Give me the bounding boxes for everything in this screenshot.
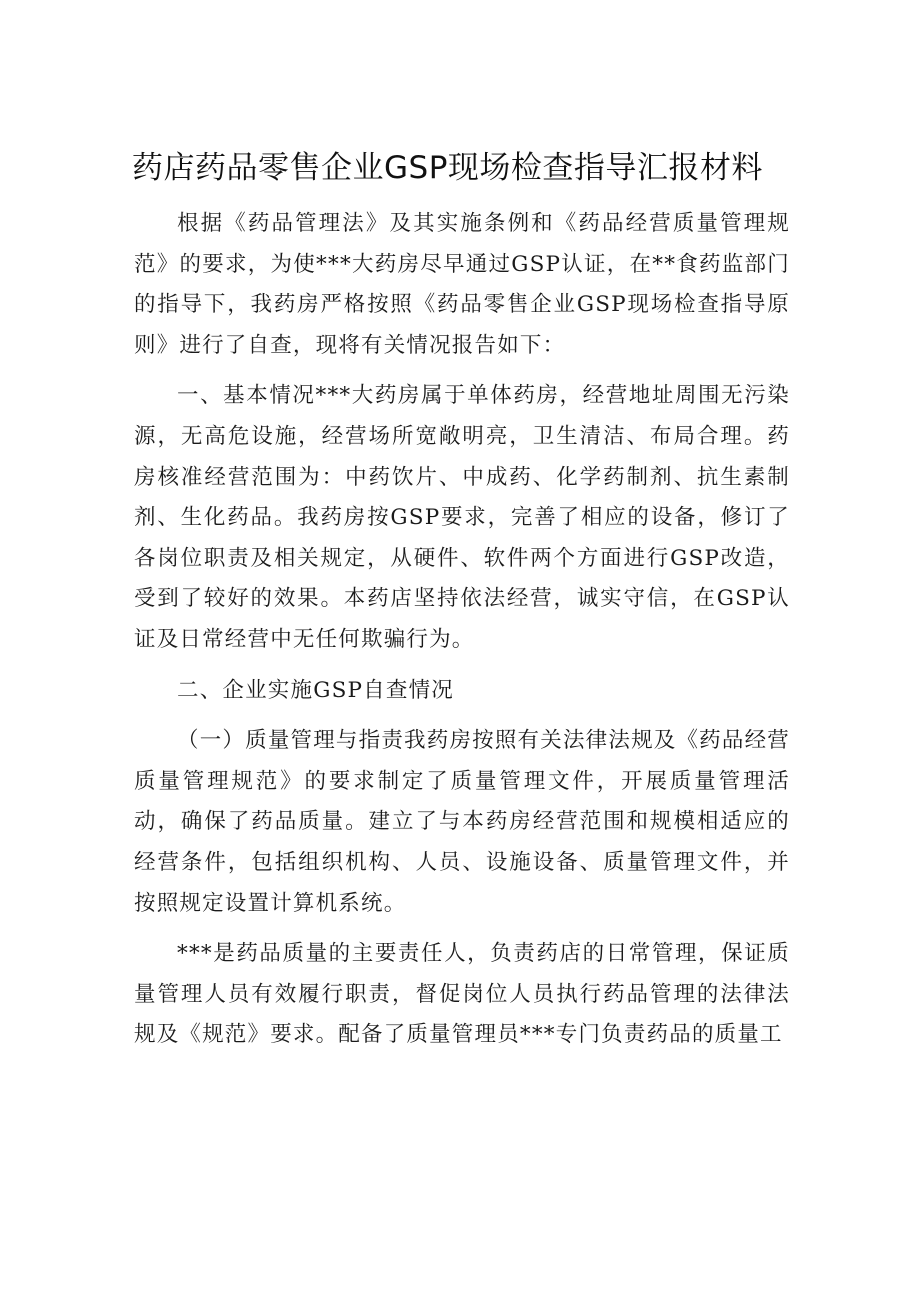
paragraph-basic-info: 一、基本情况***大药房属于单体药房，经营地址周围无污染源，无高危设施，经营场所宽敞明亮，卫生清洁、布局合理。药房核准经营范围为：中药饮片、中成药、化学药制剂、抗生素制剂、生化药品。我药房按GSP要求，完善了相应的设备，修订了各岗位职责及相关规定，从硬件、软件两个方面进行GSP改造，受到了较好的效果。本药店坚持依法经营，诚实守信，在GSP认证及日常经营中无任何欺骗行为。 <box>134 383 790 652</box>
document-body <box>134 204 790 1066</box>
paragraph-quality-management: （一）质量管理与指责我药房按照有关法律法规及《药品经营质量管理规范》的要求制定了质量管理文件，开展质量管理活动，确保了药品质量。建立了与本药房经营范围和规模相适应的经营条件，包括组织机构、人员、设施设备、质量管理文件，并按照规定设置计算机系统。 <box>134 728 790 916</box>
paragraph-responsibility: ***是药品质量的主要责任人，负责药店的日常管理，保证质量管理人员有效履行职责，督促岗位人员执行药品管理的法律法规及《规范》要求。配备了质量管理员***专门负责药品的质量工 <box>134 941 790 1048</box>
document-title: 药店药品零售企业GSP现场检查指导汇报材料 <box>132 150 763 186</box>
section-heading-self-check: 二、企业实施GSP自查情况 <box>177 677 454 703</box>
paragraph-intro: 根据《药品管理法》及其实施条例和《药品经营质量管理规范》的要求，为使***大药房尽早通过GSP认证，在**食药监部门的指导下，我药房严格按照《药品零售企业GSP现场检查指导原则》进行了自查，现将有关情况报告如下： <box>134 211 790 358</box>
